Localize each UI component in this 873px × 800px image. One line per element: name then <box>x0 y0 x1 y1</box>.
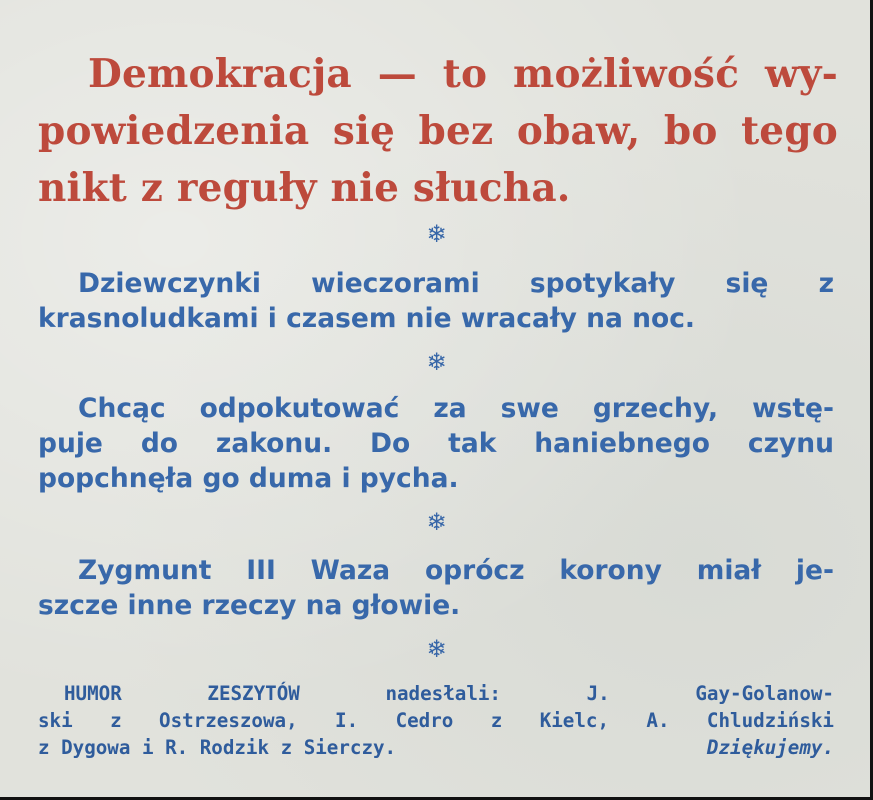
joke-line: puje do zakonu. Do tak haniebnego czynu <box>38 428 834 459</box>
snowflake-separator-icon: ❄ <box>426 508 447 536</box>
headline-line: nikt z reguły nie słucha. <box>38 165 571 211</box>
headline-line: powiedzenia się bez obaw, bo tego <box>38 108 838 154</box>
joke-line: popchnęła go duma i pycha. <box>38 463 459 494</box>
joke-line: Chcąc odpokutować za swe grzechy, wstę- <box>78 393 834 424</box>
credit-line: HUMOR ZESZYTÓW nadesłali: J. Gay-Golanow- <box>64 682 834 705</box>
credit-line: z Dygowa i R. Rodzik z Sierczy. <box>38 736 397 759</box>
joke-paragraph-3 <box>38 553 834 623</box>
headline-quote <box>38 46 838 217</box>
joke-paragraph-2 <box>38 391 834 496</box>
joke-line: Zygmunt III Waza oprócz korony miał je- <box>78 555 834 586</box>
headline-line: Demokracja — to możliwość wy- <box>88 51 838 97</box>
joke-line: Dziewczynki wieczorami spotykały się z <box>78 268 834 299</box>
thanks-text: Dziękujemy. <box>706 736 834 759</box>
snowflake-separator-icon: ❄ <box>426 348 447 376</box>
snowflake-separator-icon: ❄ <box>426 220 447 248</box>
credit-last-row <box>38 734 834 761</box>
contributors-credit <box>38 680 834 761</box>
credit-line: ski z Ostrzeszowa, I. Cedro z Kielc, A. Chludziński <box>38 709 834 732</box>
joke-line: krasnoludkami i czasem nie wracały na noc. <box>38 303 696 334</box>
joke-line: szcze inne rzeczy na głowie. <box>38 590 461 621</box>
joke-paragraph-1 <box>38 266 834 336</box>
snowflake-separator-icon: ❄ <box>426 635 447 663</box>
